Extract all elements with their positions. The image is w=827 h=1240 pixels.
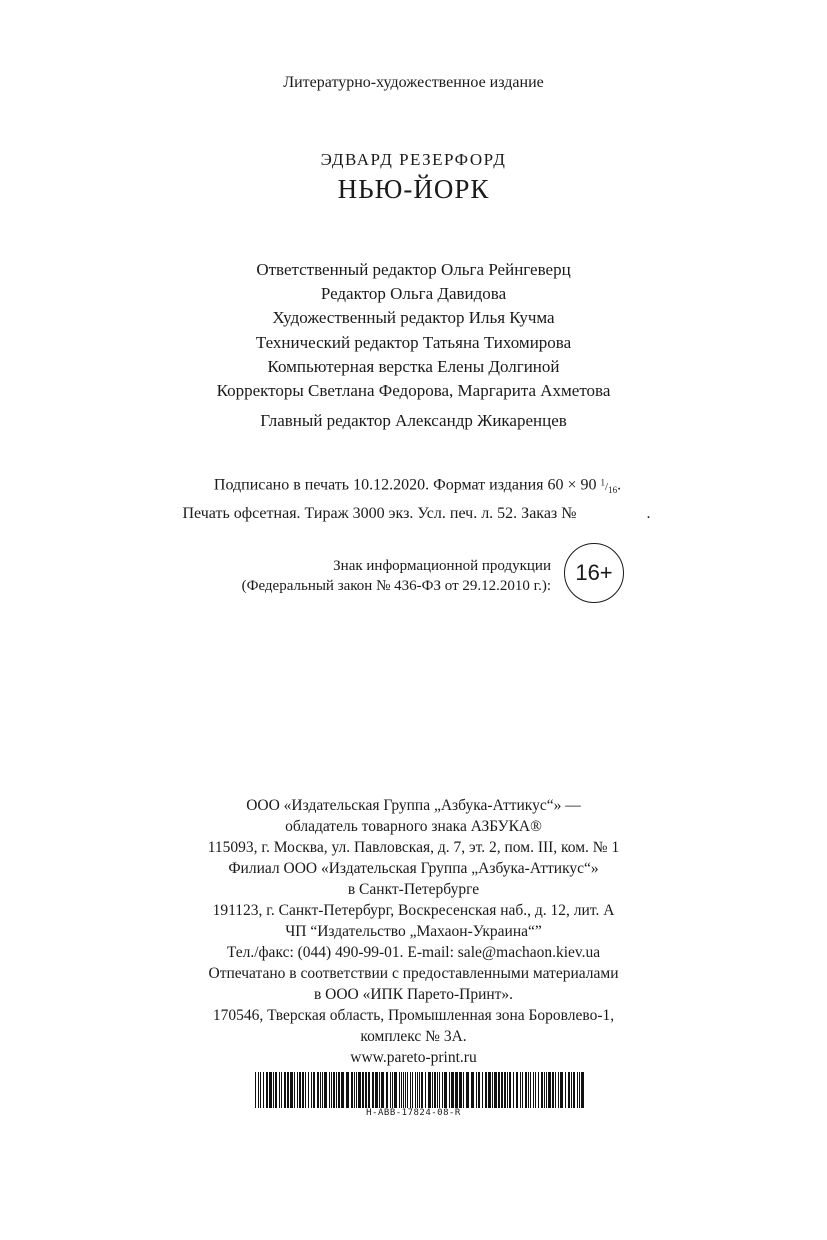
barcode-code: H-ABB-17824-08-R [366,1108,461,1118]
age-mark [0,556,827,606]
genre-label: Литературно-художественное издание [283,74,544,91]
publisher-line: Тел./факс: (044) 490-99-01. E-mail: sale@machaon.kiev.ua [226,944,601,961]
credit-line: Художественный редактор Илья Кучма [272,308,555,328]
publisher-line: 191123, г. Санкт-Петербург, Воскресенская наб., д. 12, лит. А [212,902,615,919]
publisher-line: обладатель товарного знака АЗБУКА® [285,818,542,835]
publisher-line: Филиал ООО «Издательская Группа „Азбука-Аттикус“» [228,860,599,877]
publisher-line: в ООО «ИПК Парето-Принт». [313,986,514,1003]
publisher-line: комплекс № 3А. [360,1028,467,1045]
credit-line: Корректоры Светлана Федорова, Маргарита Ахметова [216,381,611,401]
publisher-line: www.pareto-print.ru [350,1049,477,1066]
credit-line: Ответственный редактор Ольга Рейнгеверц [256,260,571,279]
author-name: ЭДВАРД РЕЗЕРФОРД [320,150,507,169]
format-fraction: $^1/_{16}$ [600,477,618,495]
print-info [0,470,827,526]
publisher-line: 170546, Тверская область, Промышленная зона Боровлево-1, [212,1007,615,1024]
publisher-line: 115093, г. Москва, ул. Павловская, д. 7, эт. 2, пом. III, ком. № 1 [207,839,620,856]
barcode [255,1072,585,1108]
age-rating-badge: 16+ [564,543,624,603]
credit-line: Технический редактор Татьяна Тихомирова [255,332,572,352]
print-info-line2: Печать офсетная. Тираж 3000 экз. Усл. печ. л. 52. Заказ № . [182,504,651,522]
print-info-line1: Подписано в печать 10.12.2020. Формат издания 60 × 90 $^1/_{16}$. [213,476,622,495]
publisher-line: ООО «Издательская Группа „Азбука-Аттикус“» — [246,797,581,814]
credits-list [0,258,827,403]
publisher-info [0,795,827,1068]
publisher-line: в Санкт-Петербурге [347,881,480,898]
chief-editor: Главный редактор Александр Жикаренцев [260,411,567,430]
age-mark-text: Знак информационной продукции (Федеральный закон № 436-ФЗ от 29.12.2010 г.): [241,558,551,594]
credit-line: Компьютерная верстка Елены Долгиной [267,356,560,376]
credit-line: Редактор Ольга Давидова [320,284,507,304]
book-title: НЬЮ-ЙОРК [337,174,490,204]
publisher-line: ЧП “Издательство „Махаон-Украина“” [285,923,542,940]
publisher-line: Отпечатано в соответствии с предоставленными материалами [208,965,619,982]
